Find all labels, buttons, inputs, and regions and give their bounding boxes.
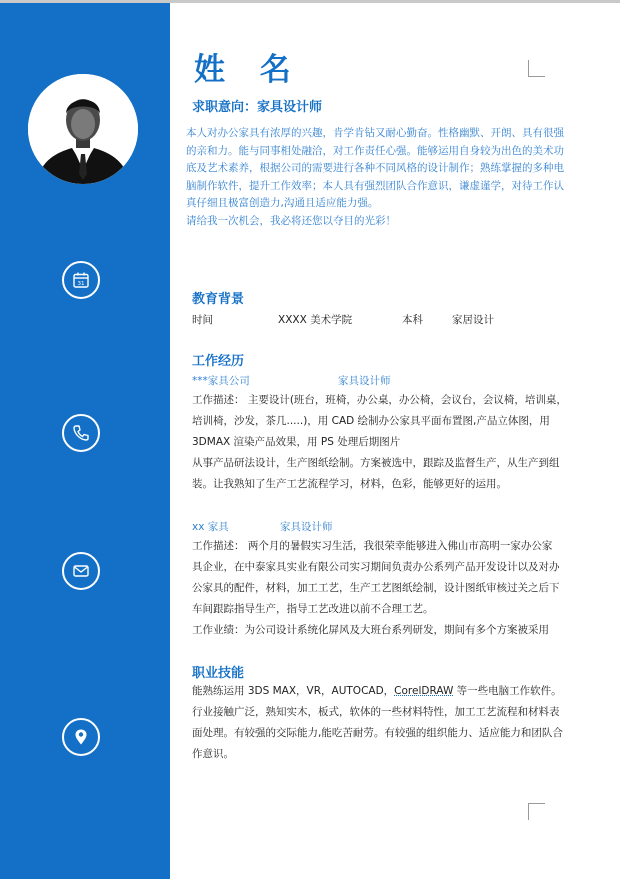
intro-line: 脑制作软件，提升工作效率；本人具有强烈团队合作意识，谦虚谨学，对待工作认 <box>186 179 564 192</box>
education-degree: 本科 <box>402 314 423 326</box>
education-title: 教育背景 <box>192 292 245 307</box>
job-line: 装。让我熟知了生产工艺流程学习，材料，色彩，能够更好的运用。 <box>192 478 507 490</box>
job-description <box>192 536 596 641</box>
job-line: 公家具的配件，材料，加工工艺，生产工艺图纸绘制，设计图纸审核过关之后下 <box>192 582 560 594</box>
job-company: ***家具公司 <box>192 375 250 387</box>
corner-mark-top <box>528 60 545 77</box>
job-line: 工作描述： 两个月的暑假实习生活，我很荣幸能够进入佛山市高明一家办公家 <box>192 540 553 552</box>
work-title: 工作经历 <box>192 354 245 369</box>
intro-line: 本人对办公家具有浓厚的兴趣，肯学肯钻又耐心勤奋。性格幽默、开朗、具有很强 <box>186 127 564 139</box>
profile-photo <box>28 74 138 184</box>
name-heading: 姓 名 <box>194 52 303 88</box>
job-intention: 求职意向：家具设计师 <box>192 100 323 115</box>
location-icon <box>62 718 100 756</box>
job-description <box>192 390 596 495</box>
job-line: 3DMAX 渲染产品效果，用 PS 处理后期图片 <box>192 436 401 448</box>
education-time: 时间 <box>192 314 213 326</box>
email-icon <box>62 552 100 590</box>
skills-software-post: 等一些电脑工作软件。 <box>453 685 562 697</box>
self-introduction <box>186 125 600 230</box>
skills-line: 面处理。有较强的交际能力,能吃苦耐劳。有较强的组织能力、适应能力和团队合 <box>192 727 563 739</box>
job-line: 车间跟踪指导生产，指导工艺改进以前不合理工艺。 <box>192 603 434 615</box>
intro-line: 底及艺术素养，根据公司的需要进行各种不同风格的设计制作；熟练掌握的多种电 <box>186 162 564 174</box>
skills-description <box>192 681 596 765</box>
corner-mark-bottom <box>528 803 545 820</box>
job-line: 培训椅，沙发，茶几.....)，用 CAD 绘制办公家具平面布置图,产品立体图，用 <box>192 415 550 427</box>
education-major: 家居设计 <box>452 314 494 326</box>
job-position: 家具设计师 <box>338 375 391 387</box>
calendar-day: 31 <box>77 281 85 288</box>
job-line: 工作业绩：为公司设计系统化屏风及大班台系列研发，期间有多个方案被采用 <box>192 624 549 636</box>
job-position: 家具设计师 <box>280 521 333 533</box>
phone-icon <box>62 414 100 452</box>
calendar-icon <box>62 261 100 299</box>
portrait-icon <box>28 74 138 184</box>
skills-line: 作意识。 <box>192 748 234 760</box>
skills-title: 职业技能 <box>192 666 245 681</box>
intro-line: 的亲和力。能与同事相处融洽，对工作责任心强。能够运用自身较为出色的美术功 <box>186 144 564 157</box>
job-line: 具企业，在中泰家具实业有限公司实习期间负责办公系列产品开发设计以及对办 <box>192 561 560 573</box>
skills-software-pre: 能熟练运用 3DS MAX，VR，AUTOCAD， <box>192 685 395 697</box>
skills-line: 行业接触广泛，熟知实木，板式，软体的一些材料特性，加工工艺流程和材料表 <box>192 706 560 718</box>
job-company: xx 家具 <box>192 521 229 533</box>
intro-line: 请给我一次机会，我必将还您以夺目的光彩！ <box>186 214 396 227</box>
skills-software-link: CorelDRAW <box>394 685 454 697</box>
skills-line <box>192 681 596 702</box>
intro-line: 真仔细且极富创造力,沟通且适应能力强。 <box>186 197 379 209</box>
job-line: 工作描述： 主要设计(班台，班椅，办公桌，办公椅，会议台，会议椅，培训桌， <box>192 394 567 406</box>
job-line: 从事产品研法设计，生产图纸绘制。方案被选中，跟踪及监督生产，从生产到组 <box>192 457 560 469</box>
education-school: XXXX 美术学院 <box>278 314 353 326</box>
